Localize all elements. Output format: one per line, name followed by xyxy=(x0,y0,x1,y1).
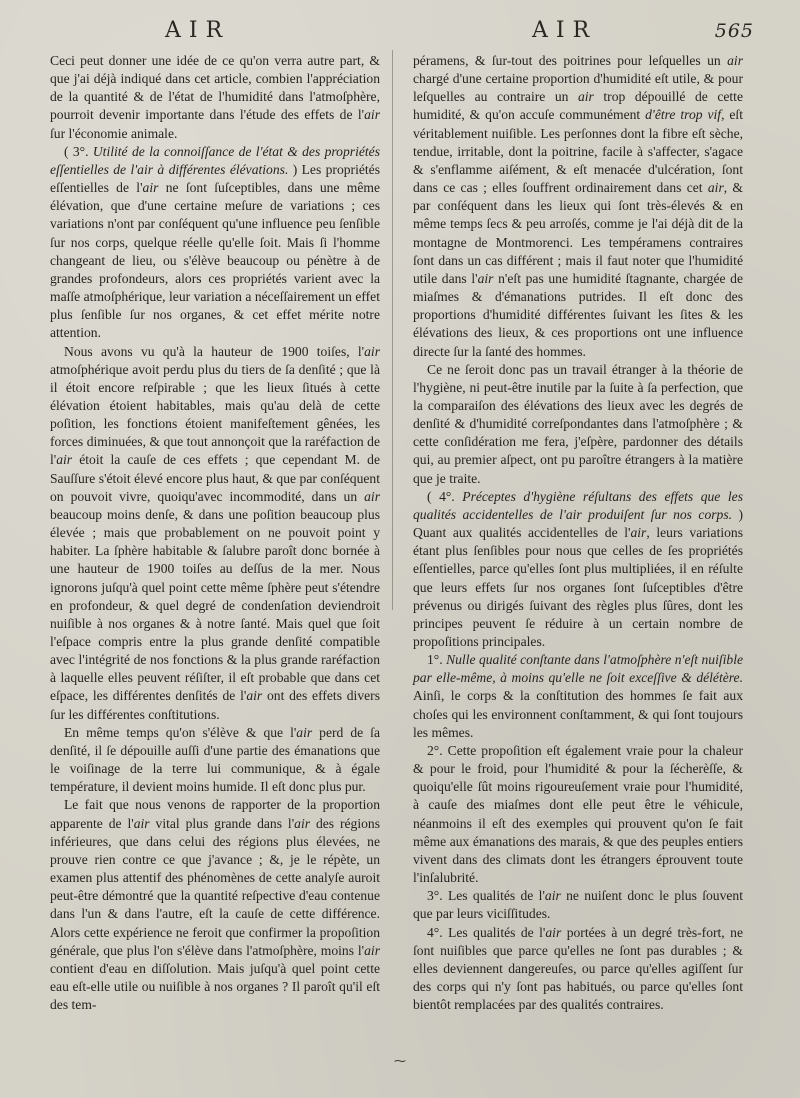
section-3-paragraph: ( 3°. Utilité de la connoiſſance de l'état & des propriétés eſſentielles de l'air à différentes élévations. ) Les propriétés eſſentielles de l'air ne ſont ſuſceptibles, dans une même élévation, que d'une certaine meſure de variations ; ces variations n'ont par conſéquent qu'une influence peu ſenſible ſur nos corps, quelque réelle qu'elle ſoit. Mais ſi l'homme changeant de lieu, ou s'élève beaucoup ou pénètre à de grandes profondeurs, alors ces propriétés varient avec la maſſe atmoſphérique, leur variation a néceſſairement un effet plus ſenſible ſur nos organes, & cet effet mérite notre attention. xyxy=(50,143,380,341)
section-3-title: Utilité de la connoiſſance de l'état & des propriétés eſſentielles de l'air à différentes élévations. xyxy=(50,143,380,177)
paragraph: Ceci peut donner une idée de ce qu'on verra autre part, & que j'ai déjà indiqué dans cet article, combien l'appréciation de la quantité & de l'état de l'humidité dans l'atmoſphère, pourroit devenir importante dans l'étude des effets de l'air ſur l'économie animale. xyxy=(50,53,380,141)
running-head-right: AIR xyxy=(532,18,598,43)
paragraph: Nous avons vu qu'à la hauteur de 1900 toiſes, l'air atmoſphérique avoit perdu plus du tiers de ſa denſité ; que là il étoit encore reſpirable ; que les lieux ſitués à cette élévation étoient habitables, mais qu'au delà de cette poſition, les fonctions étoient manifeſtement gênées, les forces diminuées, & que tout annonçoit que la raréfaction de l'air étoit la cauſe de ces effets ; que cependant M. de Sauſſure s'étoit élevé encore plus haut, & que par conſéquent on pouvoit vivre, quoiqu'avec incommodité, dans un air beaucoup moins denſe, & dans une poſition beaucoup plus élevée ; mais que probablement on ne pouvoit point y habiter. La ſphère habitable & ſalubre paroît donc bornée à une hauteur de 1900 toiſes au deſſus de la mer. Nous ignorons juſqu'à quel point cette même ſphère peut s'étendre en profondeur, & quel degré de condenſation deviendroit nuiſible à nos organes & à notre ſanté. Mais quel que ſoit l'eſpace compris entre la plus grande denſité compatible avec l'intégrité de nos fonctions & la plus grande raréfaction à laquelle elles peuvent réſiſter, il eſt probable que dans cet eſpace, les différentes denſités de l'air ont des effets divers ſur les différentes conſtitutions. xyxy=(50,343,380,722)
page-header xyxy=(0,18,800,48)
proposition-1: 1°. Nulle qualité conſtante dans l'atmoſphère n'eſt nuiſible par elle-même, à moins qu'elle ne ſoit exceſſive & délétère. Ainſi, le corps & la conſtitution des hommes ſe fait aux choſes qui les environnent conſtamment, & qui ſont toujours les mêmes. xyxy=(413,652,744,740)
page-number: 565 xyxy=(714,20,754,42)
section-4-title: Préceptes d'hygiène réſultans des effets que les qualités accidentelles de l'air produiſent ſur nos corps. xyxy=(413,488,743,522)
end-ornament: ⁓ xyxy=(394,1054,406,1068)
column-divider xyxy=(392,50,393,610)
left-column xyxy=(50,52,380,1014)
paragraph: péramens, & ſur-tout des poitrines pour leſquelles un air chargé d'une certaine proportion d'humidité eſt utile, & pour leſquelles au contraire un air trop dépouillé de cette humidité, & qu'on accuſe communément d'être trop vif, eſt véritablement nuiſible. Les perſonnes dont la fibre eſt sèche, tendue, irritable, dont la poitrine, facile à s'affecter, s'agace & s'enflamme aiſément, & eſt menacée d'ulcération, ſont dans ce cas ; elles ſouffrent ordinairement dans cet air, & par conſéquent dans les lieux qui ſont très-élevés & en même temps ſecs & peu arroſés, comme je l'ai déjà dit de la montagne de Montmorenci. Les tempéramens contraires ſont dans un cas différent ; mais il faut noter que l'humidité utile dans l'air n'eſt pas une humidité ſtagnante, chargée de miaſmes & d'émanations putrides. Il eſt donc des proportions d'humidité différentes ſuivant les ſites & les élévations des lieux, & ces proportions ont une influence directe ſur la ſanté des hommes. xyxy=(413,53,744,359)
right-column xyxy=(413,52,743,1014)
paragraph: Ce ne ſeroit donc pas un travail étranger à la théorie de l'hygiène, ni peut-être inutile par la ſuite à ſa perfection, que la comparaiſon des élévations des lieux avec les degrés de denſité & d'humidité correſpondantes dans l'atmoſphère ; & cette conſidération me fera, j'eſpère, pardonner des détails qui, au premier aſpect, ont pu paroître étrangers à la matière que je traite. xyxy=(413,361,743,486)
running-head-left: AIR xyxy=(165,18,231,43)
section-4-paragraph: ( 4°. Préceptes d'hygiène réſultans des effets que les qualités accidentelles de l'air produiſent ſur nos corps. ) Quant aux qualités accidentelles de l'air, leurs variations étant plus ſenſibles pour nous que celles de ſes propriétés eſſentielles, parce qu'elles ſont plus multipliées, il en réſulte que leurs effets ſur nos organes ſont ſuſceptibles d'être prévenus ou dirigés ſuivant des règles plus ſûres, dont les principes peuvent ſe réduire à un certain nombre de propoſitions principales. xyxy=(413,488,744,649)
paragraph: En même temps qu'on s'élève & que l'air perd de ſa denſité, il ſe dépouille auſſi d'une partie des émanations que le voiſinage de la terre lui communique, & à égale température, il devient moins humide. Il eſt donc plus pur. xyxy=(50,724,380,795)
proposition-4: 4°. Les qualités de l'air portées à un degré très-fort, ne ſont nuiſibles que parce qu'elles ne ſont pas durables ; & elles deviennent dangereuſes, ou parce qu'elles agiſſent ſur des corps qui n'y ſont pas habitués, ou parce qu'elles ſont bientôt remplacées par des qualités contraires. xyxy=(413,924,743,1013)
paragraph: Le fait que nous venons de rapporter de la proportion apparente de l'air vital plus grande dans l'air des régions inférieures, que dans celui des régions plus élevées, ne prouve rien contre ce que j'avance ; &, je le répète, un examen plus attentif des phénomènes de cette analyſe auroit peut-être démontré que la quantité reſpective d'eau contenue dans l'un & dans l'autre, eſt la cauſe de cette différence. Alors cette expérience ne feroit que confirmer la propoſition générale, que plus l'on s'élève dans l'atmoſphère, moins l'air contient d'eau en diſſolution. Mais juſqu'à quel point cette eau eſt-elle utile ou nuiſible à nos organes ? Il paroît qu'il eſt des tem- xyxy=(50,797,381,1013)
proposition-3: 3°. Les qualités de l'air ne nuiſent donc le plus ſouvent que par leurs viciſſitudes. xyxy=(413,888,743,922)
proposition-2: 2°. Cette propoſition eſt également vraie pour la chaleur & pour le froid, pour l'humidité & pour la ſécherèſſe, & quoiqu'elle ſût moins rigoureuſement vraie pour l'humidité, à cauſe des miaſmes dont elle peut être le véhicule, néanmoins il eſt des exemples qui prouvent qu'on ſe fait même aux émanations des marais, & que des peuples entiers vivent dans des climats dont les étrangers éprouvent toute l'inſalubrité. xyxy=(413,742,743,886)
